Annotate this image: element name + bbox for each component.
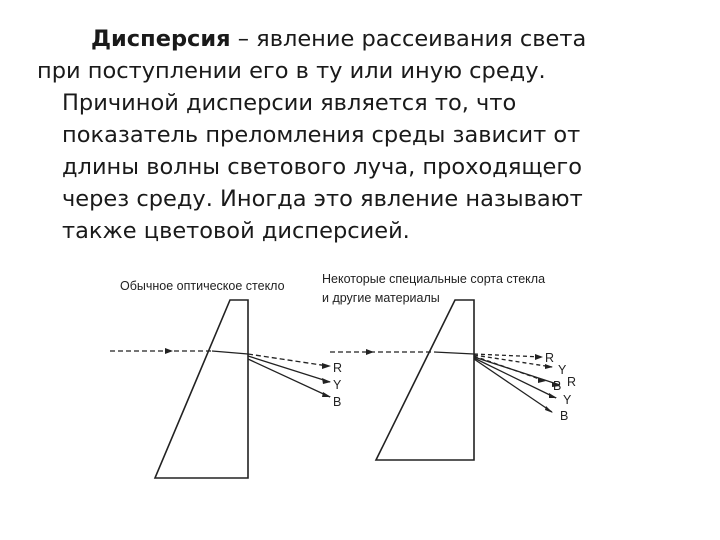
label-left-y: Y (333, 378, 342, 392)
label-left-b: B (333, 395, 342, 409)
ray-left-r-arrow (322, 363, 331, 369)
label-right-bottom-b: B (560, 409, 569, 423)
incident-ray-right-arrow (366, 349, 374, 355)
label-right-top-y: Y (558, 363, 567, 377)
label-right-top-r: R (545, 351, 555, 365)
prism-left (155, 300, 248, 478)
definition-line-7: также цветовой дисперсией. (62, 218, 410, 244)
prism-right (376, 300, 474, 460)
definition-line-4: показатель преломления среды зависит от (62, 122, 581, 148)
ray-left-y-arrow (322, 378, 331, 384)
ray-right-r-arrow (535, 354, 543, 360)
ray-right-b2-arrow (545, 406, 553, 413)
label-left-r: R (333, 361, 343, 375)
caption-special-materials-line-2: и другие материалы (322, 291, 440, 305)
definition-line-3: Причиной дисперсии является то, что (62, 90, 517, 116)
definition-line-2: при поступлении его в ту или иную среду. (37, 58, 546, 84)
dispersed-rays-left (212, 351, 330, 397)
ray-right-y2-arrow (549, 393, 557, 398)
ray-left-b-arrow (322, 392, 331, 397)
term-dispersion: Дисперсия (91, 26, 231, 52)
label-right-top-b: B (553, 379, 562, 393)
definition-line-6: через среду. Иногда это явление называют (62, 186, 583, 212)
definition-line-5: длины волны светового луча, проходящего (62, 154, 582, 180)
label-right-bottom-r: R (567, 375, 577, 389)
label-right-bottom-y: Y (563, 393, 572, 407)
caption-special-materials-line-1: Некоторые специальные сорта стекла (322, 272, 546, 286)
definition-line-1-rest: – явление рассеивания света (230, 26, 587, 52)
caption-ordinary-glass: Обычное оптическое стекло (120, 279, 285, 293)
incident-ray-left-arrow (165, 348, 173, 354)
